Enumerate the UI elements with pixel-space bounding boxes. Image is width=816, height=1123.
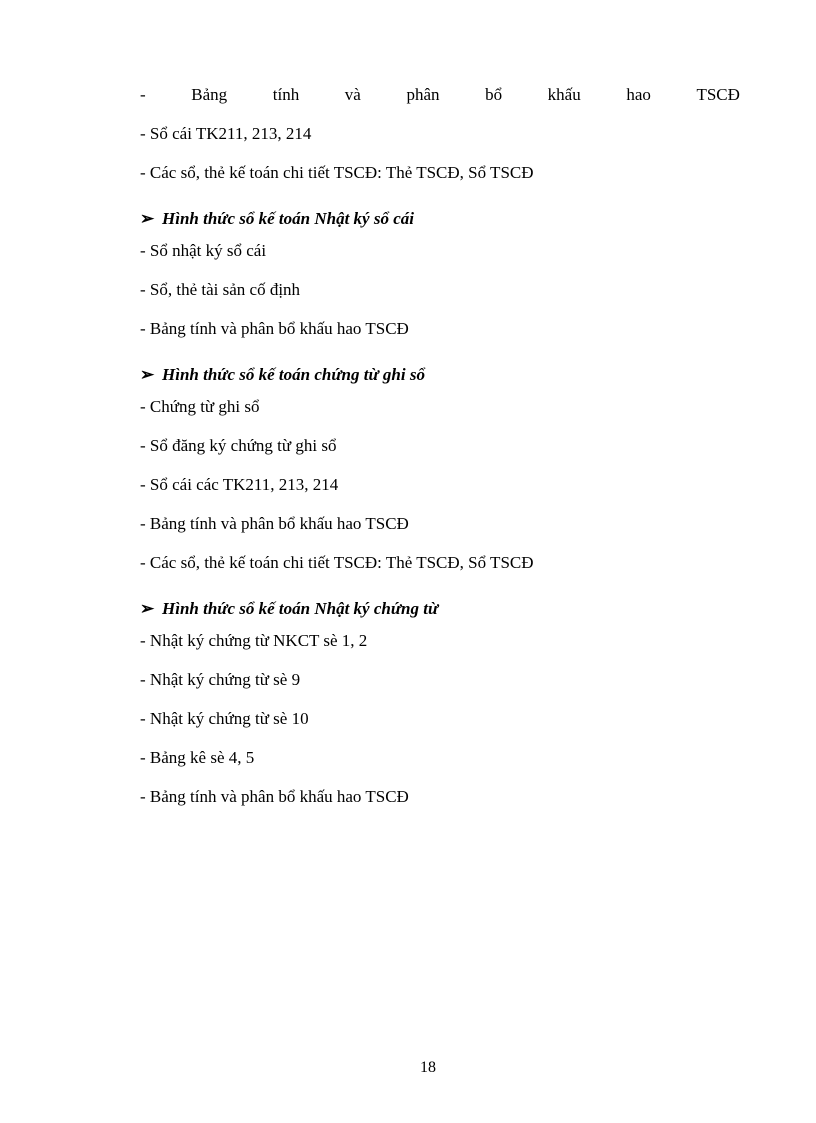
word: Bảng: [191, 85, 228, 104]
word: và: [344, 85, 361, 104]
list-item: - Bảng kê sè 4, 5: [140, 748, 255, 767]
list-item: - Nhật ký chứng từ NKCT sè 1, 2: [140, 631, 368, 650]
list-item: - Sổ, thẻ tài sản cố định: [140, 280, 301, 299]
list-item: - Bảng tính và phân bổ khấu hao TSCĐ: [140, 787, 409, 806]
arrow-bullet-icon: ➢: [140, 598, 155, 618]
word: hao: [626, 85, 651, 104]
line-list: [140, 121, 740, 823]
list-item: - Bảng tính và phân bổ khấu hao TSCĐ: [140, 514, 409, 533]
word: tính: [272, 85, 300, 104]
document-body: [140, 82, 740, 823]
list-item: - Nhật ký chứng từ sè 9: [140, 670, 301, 689]
list-item: - Sổ cái các TK211, 213, 214: [140, 475, 339, 494]
list-item: - Sổ cái TK211, 213, 214: [140, 124, 312, 143]
word: bổ: [485, 85, 503, 104]
page-number: 18: [420, 1059, 436, 1076]
word: -: [140, 85, 146, 104]
section-heading-text: Hình thức sổ kế toán Nhật ký sổ cái: [162, 208, 414, 228]
list-item: - Các sổ, thẻ kế toán chi tiết TSCĐ: Thẻ TSCĐ, Sổ TSCĐ: [140, 163, 534, 182]
word: phân: [406, 85, 440, 104]
list-item: - Các sổ, thẻ kế toán chi tiết TSCĐ: Thẻ TSCĐ, Sổ TSCĐ: [140, 553, 534, 572]
list-item: - Sổ đăng ký chứng từ ghi sổ: [140, 436, 337, 455]
justified-line: [140, 82, 740, 121]
list-item: - Sổ nhật ký sổ cái: [140, 241, 267, 260]
section-heading: [140, 355, 740, 394]
arrow-bullet-icon: ➢: [140, 364, 155, 384]
section-heading: [140, 589, 740, 628]
word: khấu: [547, 85, 581, 104]
section-heading-text: Hình thức sổ kế toán Nhật ký chứng từ: [162, 598, 439, 618]
list-item: - Nhật ký chứng từ sè 10: [140, 709, 309, 728]
list-item: - Bảng tính và phân bổ khấu hao TSCĐ: [140, 319, 409, 338]
section-heading-text: Hình thức sổ kế toán chứng từ ghi sổ: [162, 364, 425, 384]
list-item: - Chứng từ ghi sổ: [140, 397, 260, 416]
section-heading: [140, 199, 740, 238]
word: TSCĐ: [696, 85, 740, 104]
arrow-bullet-icon: ➢: [140, 208, 155, 228]
